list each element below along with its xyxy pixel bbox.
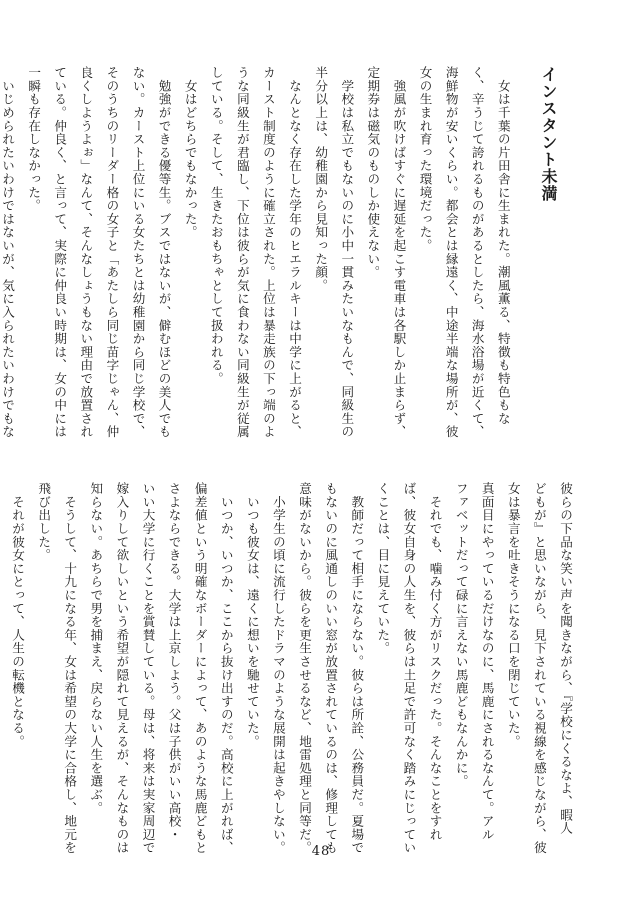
page-number: 48	[311, 844, 331, 859]
chapter-title: インスタント未満	[539, 66, 558, 202]
upper-text-block: 女は千葉の片田舎に生まれた。潮風薫る、特徴も特色もな く、辛うじて誇れるものがあるとしたら、海水浴場が近くて、 海鮮物が安いくらい。都会とは縁遠く、中途半端な場所が、彼 女の生まれ育った環境だった。 強風が吹けばすぐに遅延を起こす電車は各駅しか止まらず、 定期券は磁気のものしか使えない。 学校は私立でもないのに小中一貫みたいなもんで、同級生の 半分以上は、幼稚園から見知った顔。 なんとなく存在した学年のヒエラルキーは中学に上がると、 カースト制度のように確立された。上位は暴走族の下っ端のよ うな同級生が君臨し、下位は彼らが気に食わない同級生が従属 している。そして、生きたおもちゃとして扱われる。 女はどちらでもなかった。 勉強ができる優等生。ブスではないが、僻むほどの美人でも ない。カースト上位にいる女たちとは幼稚園から同じ学校で、 そのうちのリーダー格の女子と「あたしら同じ苗字じゃん、仲 良くしようよぉ」なんて、そんなしょうもない理由で放置され ている。仲良く、と言って、実際に仲良い時期は、女の中には 一瞬も存在しなかった。 いじめられたいわけではないが、気に入られたいわけでもな	[0, 66, 511, 439]
lower-text-block: 彼らの下品な笑い声を聞きながら、『学校にくるなよ、暇人 どもが』と思いながら、見下されている視線を感じながら、彼 女は暴言を吐きそうになる口を閉じていた。 真面目にやっているだけなのに、馬鹿にされるなんて。アル ファベットだって碌に言えない馬鹿どもなんかに。 それでも、噛み付く方がリスクだった。そんなことをすれ ば、彼女自身の人生を、彼らは土足で許可なく踏みにじってい くことは、目に見えていた。 教師だって相手にならない。彼らは所詮、公務員だ。夏場で もないのに風通しのいい窓が放置されているのは、修理しても 意味がないから。彼らを更生させるなど、地雷処理と同等だ。 小学生の頃に流行したドラマのような展開は起きやしない。 いつも彼女は、遠くに想いを馳せていた。 いつか、いつか、ここから抜け出すのだ。高校に上がれば、 偏差値という明確なボーダーによって、あのような馬鹿どもと さよならできる。大学は上京しよう。父は子供がいい高校・ いい大学に行くことを賞賛している。母は、将来は実家周辺で 嫁入りして欲しいという希望が隠れて見えるが、そんなものは 知らない。あちらで男を捕まえ、戻らない人生を選ぶ。 そうして、十九になる年、女は希望の大学に合格し、地元を 飛び出した。 それが彼女にとって、人生の転機となる。	[10, 482, 573, 855]
